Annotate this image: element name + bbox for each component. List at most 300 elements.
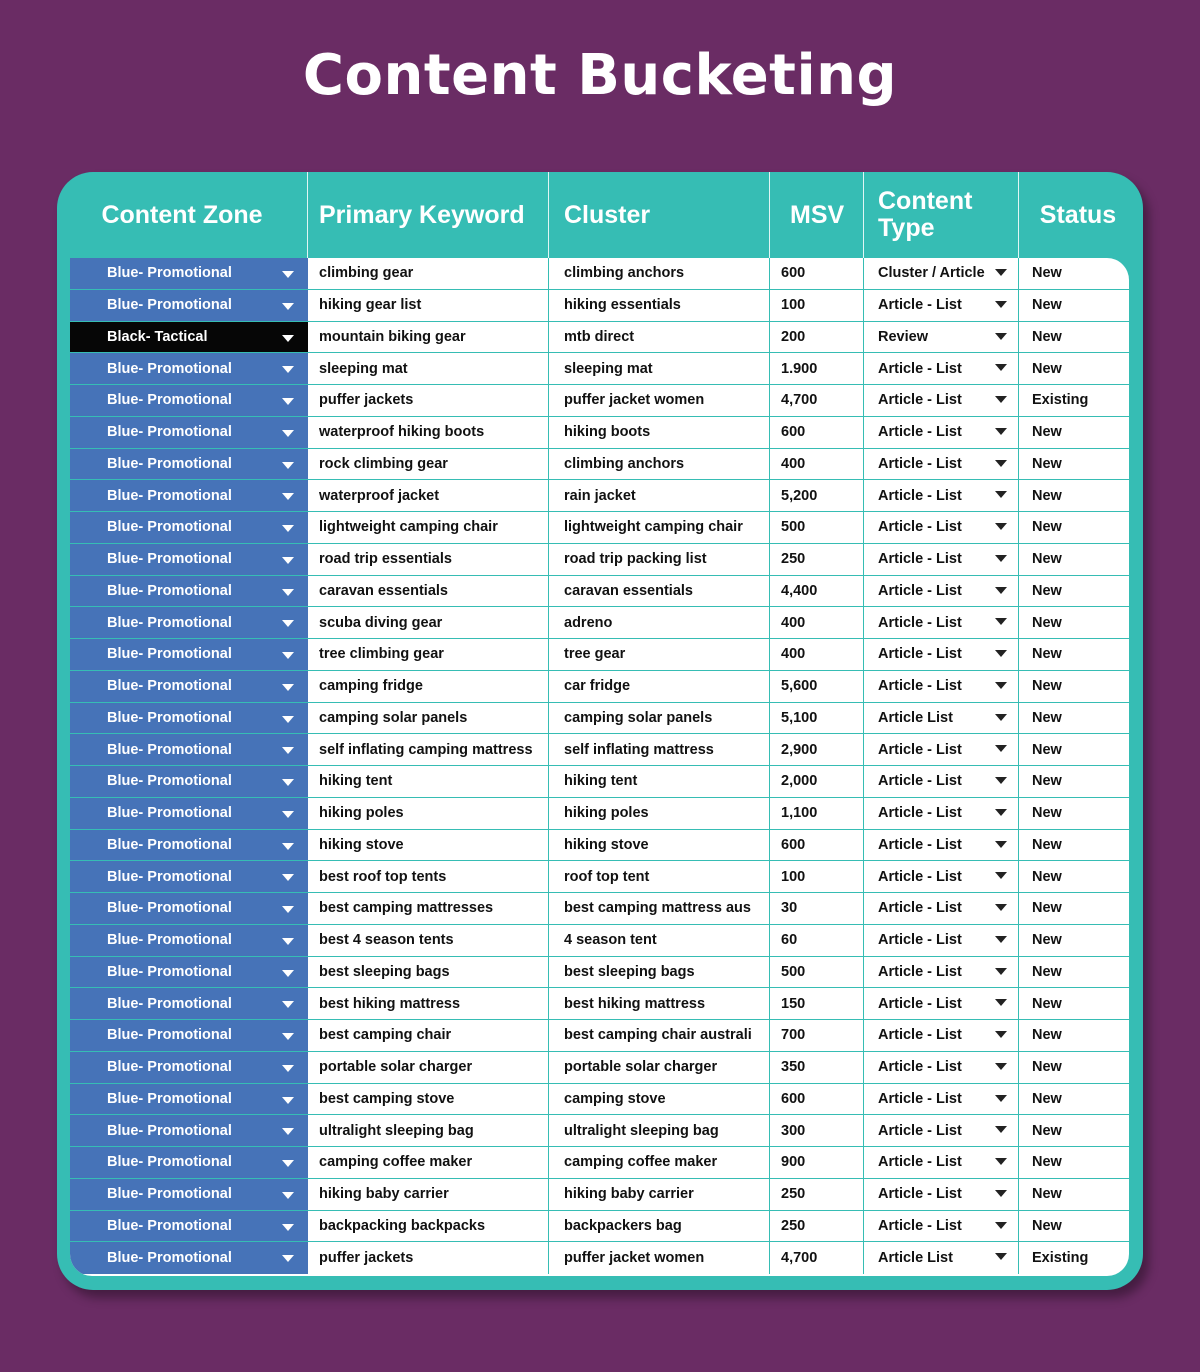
header-primary-keyword: Primary Keyword [308, 172, 549, 258]
status-cell [1019, 830, 1129, 861]
caret-down-icon[interactable] [282, 271, 294, 278]
content-zone-dropdown[interactable] [70, 512, 308, 543]
status-cell-text: New [1032, 1217, 1062, 1234]
content-zone-dropdown-text: Blue- Promotional [107, 678, 232, 695]
caret-down-icon[interactable] [282, 1224, 294, 1231]
content-zone-dropdown[interactable] [70, 798, 308, 829]
primary-keyword-cell-text: lightweight camping chair [319, 519, 498, 536]
content-zone-dropdown-text: Blue- Promotional [107, 455, 232, 472]
caret-down-icon[interactable] [995, 809, 1007, 816]
msv-cell-text: 60 [781, 932, 798, 949]
table-row [70, 544, 1129, 576]
status-cell-text: New [1032, 424, 1062, 441]
primary-keyword-cell [308, 861, 549, 892]
caret-down-icon[interactable] [995, 587, 1007, 594]
caret-down-icon[interactable] [282, 335, 294, 342]
msv-cell-text: 400 [781, 646, 806, 663]
content-type-dropdown[interactable] [864, 861, 1019, 892]
content-zone-dropdown-text: Blue- Promotional [107, 487, 232, 504]
caret-down-icon[interactable] [282, 493, 294, 500]
content-type-dropdown-text: Article - List [878, 455, 962, 472]
msv-cell-text: 500 [781, 963, 806, 980]
caret-down-icon[interactable] [995, 1063, 1007, 1070]
content-type-dropdown-text: Article - List [878, 900, 962, 917]
content-zone-dropdown[interactable] [70, 449, 308, 480]
caret-down-icon[interactable] [282, 1255, 294, 1262]
status-cell-text: New [1032, 551, 1062, 568]
content-type-dropdown-text: Article - List [878, 678, 962, 695]
cluster-cell [549, 639, 770, 670]
status-cell-text: New [1032, 773, 1062, 790]
cluster-cell-text: road trip packing list [564, 551, 707, 568]
cluster-cell [549, 512, 770, 543]
table-row [70, 258, 1129, 290]
msv-cell [770, 861, 864, 892]
content-type-dropdown[interactable] [864, 703, 1019, 734]
msv-cell [770, 322, 864, 353]
content-type-dropdown[interactable] [864, 353, 1019, 384]
caret-down-icon[interactable] [995, 745, 1007, 752]
status-cell-text: New [1032, 328, 1062, 345]
content-type-dropdown[interactable] [864, 385, 1019, 416]
cluster-cell-text: camping solar panels [564, 709, 713, 726]
caret-down-icon[interactable] [995, 1222, 1007, 1229]
cluster-cell [549, 607, 770, 638]
primary-keyword-cell-text: rock climbing gear [319, 455, 448, 472]
primary-keyword-cell [308, 353, 549, 384]
status-cell [1019, 957, 1129, 988]
cluster-cell [549, 322, 770, 353]
cluster-cell-text: roof top tent [564, 868, 650, 885]
content-zone-dropdown[interactable] [70, 353, 308, 384]
msv-cell [770, 671, 864, 702]
caret-down-icon[interactable] [995, 999, 1007, 1006]
caret-down-icon[interactable] [282, 1160, 294, 1167]
caret-down-icon[interactable] [282, 716, 294, 723]
content-zone-dropdown[interactable] [70, 957, 308, 988]
cluster-cell-text: hiking essentials [564, 297, 681, 314]
status-cell-text: New [1032, 1186, 1062, 1203]
table-row [70, 957, 1129, 989]
msv-cell [770, 576, 864, 607]
caret-down-icon[interactable] [995, 682, 1007, 689]
caret-down-icon[interactable] [282, 1192, 294, 1199]
status-cell [1019, 766, 1129, 797]
content-type-dropdown-text: Article - List [878, 932, 962, 949]
content-type-dropdown[interactable] [864, 480, 1019, 511]
msv-cell-text: 150 [781, 995, 806, 1012]
caret-down-icon[interactable] [282, 874, 294, 881]
msv-cell-text: 350 [781, 1059, 806, 1076]
primary-keyword-cell [308, 925, 549, 956]
status-cell-text: New [1032, 678, 1062, 695]
content-type-dropdown[interactable] [864, 1084, 1019, 1115]
cluster-cell [549, 703, 770, 734]
status-cell [1019, 1147, 1129, 1178]
msv-cell [770, 1020, 864, 1051]
table-row [70, 322, 1129, 354]
table-row [70, 1084, 1129, 1116]
status-cell [1019, 893, 1129, 924]
content-type-dropdown-text: Article - List [878, 741, 962, 758]
content-zone-dropdown-text: Blue- Promotional [107, 392, 232, 409]
msv-cell-text: 100 [781, 297, 806, 314]
content-type-dropdown[interactable] [864, 1147, 1019, 1178]
status-cell [1019, 417, 1129, 448]
content-type-dropdown[interactable] [864, 512, 1019, 543]
content-type-dropdown[interactable] [864, 639, 1019, 670]
cluster-cell-text: best hiking mattress [564, 995, 706, 1012]
table-row [70, 925, 1129, 957]
primary-keyword-cell-text: best camping chair [319, 1027, 452, 1044]
content-type-dropdown[interactable] [864, 957, 1019, 988]
content-zone-dropdown[interactable] [70, 1052, 308, 1083]
caret-down-icon[interactable] [995, 650, 1007, 657]
caret-down-icon[interactable] [995, 555, 1007, 562]
primary-keyword-cell [308, 798, 549, 829]
msv-cell-text: 400 [781, 614, 806, 631]
status-cell [1019, 925, 1129, 956]
caret-down-icon[interactable] [995, 714, 1007, 721]
content-zone-dropdown[interactable] [70, 671, 308, 702]
content-zone-dropdown-text: Blue- Promotional [107, 1154, 232, 1171]
primary-keyword-cell-text: hiking poles [319, 805, 404, 822]
table-row [70, 576, 1129, 608]
msv-cell-text: 1,100 [781, 805, 818, 822]
msv-cell [770, 830, 864, 861]
caret-down-icon[interactable] [995, 1253, 1007, 1260]
caret-down-icon[interactable] [995, 301, 1007, 308]
content-zone-dropdown[interactable] [70, 322, 308, 353]
status-cell-text: New [1032, 868, 1062, 885]
caret-down-icon[interactable] [282, 1001, 294, 1008]
caret-down-icon[interactable] [282, 779, 294, 786]
content-zone-dropdown[interactable] [70, 258, 308, 289]
status-cell-text: New [1032, 1154, 1062, 1171]
caret-down-icon[interactable] [995, 428, 1007, 435]
cluster-cell [549, 258, 770, 289]
primary-keyword-cell-text: best 4 season tents [319, 932, 454, 949]
status-cell-text: New [1032, 741, 1062, 758]
primary-keyword-cell [308, 385, 549, 416]
content-zone-dropdown[interactable] [70, 1179, 308, 1210]
caret-down-icon[interactable] [995, 777, 1007, 784]
caret-down-icon[interactable] [995, 618, 1007, 625]
status-cell [1019, 322, 1129, 353]
content-zone-dropdown[interactable] [70, 925, 308, 956]
content-type-dropdown[interactable] [864, 1211, 1019, 1242]
caret-down-icon[interactable] [282, 811, 294, 818]
primary-keyword-cell [308, 480, 549, 511]
content-zone-dropdown[interactable] [70, 480, 308, 511]
primary-keyword-cell [308, 1211, 549, 1242]
cluster-cell [549, 766, 770, 797]
status-cell-text: New [1032, 932, 1062, 949]
msv-cell-text: 600 [781, 265, 806, 282]
caret-down-icon[interactable] [282, 557, 294, 564]
caret-down-icon[interactable] [282, 652, 294, 659]
content-zone-dropdown[interactable] [70, 417, 308, 448]
content-zone-dropdown[interactable] [70, 830, 308, 861]
content-table-frame [57, 172, 1143, 1290]
status-cell-text: New [1032, 900, 1062, 917]
caret-down-icon[interactable] [282, 906, 294, 913]
cluster-cell-text: portable solar charger [564, 1059, 718, 1076]
caret-down-icon[interactable] [995, 968, 1007, 975]
content-zone-dropdown-text: Blue- Promotional [107, 519, 232, 536]
content-type-dropdown[interactable] [864, 449, 1019, 480]
caret-down-icon[interactable] [282, 1097, 294, 1104]
content-zone-dropdown[interactable] [70, 544, 308, 575]
content-type-dropdown-text: Article - List [878, 995, 962, 1012]
caret-down-icon[interactable] [995, 841, 1007, 848]
content-type-dropdown-text: Article - List [878, 773, 962, 790]
content-type-dropdown[interactable] [864, 258, 1019, 289]
cluster-cell [549, 449, 770, 480]
header-content-type: Content Type [864, 172, 1019, 258]
caret-down-icon[interactable] [995, 1031, 1007, 1038]
content-zone-dropdown-text: Black- Tactical [107, 328, 208, 345]
cluster-cell-text: best sleeping bags [564, 963, 695, 980]
status-cell [1019, 1242, 1129, 1274]
status-cell [1019, 1020, 1129, 1051]
content-zone-dropdown[interactable] [70, 893, 308, 924]
content-zone-dropdown[interactable] [70, 861, 308, 892]
caret-down-icon[interactable] [282, 398, 294, 405]
content-type-dropdown[interactable] [864, 1242, 1019, 1274]
content-type-dropdown[interactable] [864, 830, 1019, 861]
content-zone-dropdown-text: Blue- Promotional [107, 773, 232, 790]
table-row [70, 798, 1129, 830]
content-type-dropdown[interactable] [864, 988, 1019, 1019]
content-type-dropdown[interactable] [864, 607, 1019, 638]
caret-down-icon[interactable] [995, 904, 1007, 911]
caret-down-icon[interactable] [995, 396, 1007, 403]
cluster-cell-text: caravan essentials [564, 582, 693, 599]
table-row [70, 1242, 1129, 1274]
content-type-dropdown-text: Article List [878, 1250, 953, 1267]
content-type-dropdown[interactable] [864, 1052, 1019, 1083]
content-zone-dropdown[interactable] [70, 385, 308, 416]
content-zone-dropdown[interactable] [70, 703, 308, 734]
content-zone-dropdown[interactable] [70, 1147, 308, 1178]
content-type-dropdown[interactable] [864, 798, 1019, 829]
status-cell-text: New [1032, 963, 1062, 980]
content-zone-dropdown-text: Blue- Promotional [107, 1027, 232, 1044]
primary-keyword-cell-text: mountain biking gear [319, 328, 466, 345]
content-type-dropdown-text: Article - List [878, 1027, 962, 1044]
msv-cell [770, 417, 864, 448]
status-cell-text: New [1032, 646, 1062, 663]
primary-keyword-cell-text: puffer jackets [319, 392, 414, 409]
caret-down-icon[interactable] [282, 589, 294, 596]
content-zone-dropdown-text: Blue- Promotional [107, 614, 232, 631]
caret-down-icon[interactable] [995, 333, 1007, 340]
content-type-dropdown[interactable] [864, 766, 1019, 797]
primary-keyword-cell-text: scuba diving gear [319, 614, 443, 631]
msv-cell [770, 1147, 864, 1178]
cluster-cell [549, 417, 770, 448]
cluster-cell [549, 893, 770, 924]
content-zone-dropdown[interactable] [70, 766, 308, 797]
table-row [70, 703, 1129, 735]
caret-down-icon[interactable] [995, 491, 1007, 498]
caret-down-icon[interactable] [282, 843, 294, 850]
content-zone-dropdown[interactable] [70, 290, 308, 321]
cluster-cell [549, 480, 770, 511]
cluster-cell [549, 544, 770, 575]
msv-cell-text: 400 [781, 455, 806, 472]
content-zone-dropdown-text: Blue- Promotional [107, 1186, 232, 1203]
primary-keyword-cell [308, 1020, 549, 1051]
content-zone-dropdown[interactable] [70, 639, 308, 670]
msv-cell-text: 500 [781, 519, 806, 536]
content-type-dropdown-text: Article - List [878, 1217, 962, 1234]
header-msv: MSV [770, 172, 864, 258]
caret-down-icon[interactable] [282, 366, 294, 373]
msv-cell [770, 544, 864, 575]
msv-cell [770, 258, 864, 289]
cluster-cell-text: camping coffee maker [564, 1154, 718, 1171]
primary-keyword-cell [308, 734, 549, 765]
content-zone-dropdown-text: Blue- Promotional [107, 932, 232, 949]
content-type-dropdown[interactable] [864, 671, 1019, 702]
content-type-dropdown[interactable] [864, 734, 1019, 765]
status-cell-text: New [1032, 1027, 1062, 1044]
table-row [70, 766, 1129, 798]
cluster-cell [549, 353, 770, 384]
primary-keyword-cell-text: waterproof jacket [319, 487, 440, 504]
caret-down-icon[interactable] [995, 460, 1007, 467]
content-zone-dropdown[interactable] [70, 607, 308, 638]
caret-down-icon[interactable] [282, 462, 294, 469]
content-type-dropdown[interactable] [864, 1115, 1019, 1146]
content-zone-dropdown-text: Blue- Promotional [107, 709, 232, 726]
caret-down-icon[interactable] [995, 364, 1007, 371]
content-zone-dropdown[interactable] [70, 1020, 308, 1051]
content-type-dropdown-text: Article - List [878, 1154, 962, 1171]
cluster-cell-text: tree gear [564, 646, 626, 663]
cluster-cell [549, 1115, 770, 1146]
primary-keyword-cell [308, 1147, 549, 1178]
content-type-dropdown[interactable] [864, 417, 1019, 448]
caret-down-icon[interactable] [995, 523, 1007, 530]
table-row [70, 734, 1129, 766]
caret-down-icon[interactable] [995, 872, 1007, 879]
content-type-dropdown[interactable] [864, 925, 1019, 956]
content-zone-dropdown[interactable] [70, 1211, 308, 1242]
primary-keyword-cell [308, 258, 549, 289]
caret-down-icon[interactable] [282, 1065, 294, 1072]
content-zone-dropdown[interactable] [70, 1242, 308, 1274]
caret-down-icon[interactable] [282, 684, 294, 691]
caret-down-icon[interactable] [282, 1033, 294, 1040]
caret-down-icon[interactable] [282, 430, 294, 437]
primary-keyword-cell-text: hiking stove [319, 836, 404, 853]
content-zone-dropdown[interactable] [70, 576, 308, 607]
caret-down-icon[interactable] [995, 1126, 1007, 1133]
primary-keyword-cell-text: hiking gear list [319, 297, 422, 314]
status-cell [1019, 988, 1129, 1019]
content-zone-dropdown-text: Blue- Promotional [107, 265, 232, 282]
status-cell-text: New [1032, 1059, 1062, 1076]
primary-keyword-cell [308, 639, 549, 670]
content-zone-dropdown-text: Blue- Promotional [107, 836, 232, 853]
caret-down-icon[interactable] [282, 938, 294, 945]
status-cell [1019, 290, 1129, 321]
cluster-cell-text: lightweight camping chair [564, 519, 743, 536]
caret-down-icon[interactable] [282, 620, 294, 627]
table-body [70, 258, 1129, 1276]
msv-cell-text: 2,900 [781, 741, 818, 758]
msv-cell-text: 2,000 [781, 773, 818, 790]
msv-cell-text: 300 [781, 1122, 806, 1139]
cluster-cell [549, 830, 770, 861]
caret-down-icon[interactable] [282, 747, 294, 754]
cluster-cell-text: mtb direct [564, 328, 635, 345]
primary-keyword-cell-text: caravan essentials [319, 582, 448, 599]
msv-cell-text: 250 [781, 1186, 806, 1203]
content-zone-dropdown-text: Blue- Promotional [107, 1090, 232, 1107]
content-type-dropdown-text: Article - List [878, 836, 962, 853]
caret-down-icon[interactable] [995, 1190, 1007, 1197]
msv-cell-text: 900 [781, 1154, 806, 1171]
content-type-dropdown[interactable] [864, 576, 1019, 607]
caret-down-icon[interactable] [282, 303, 294, 310]
primary-keyword-cell [308, 957, 549, 988]
content-type-dropdown-text: Article - List [878, 1059, 962, 1076]
content-type-dropdown-text: Article - List [878, 614, 962, 631]
msv-cell-text: 5,600 [781, 678, 818, 695]
content-type-dropdown[interactable] [864, 893, 1019, 924]
caret-down-icon[interactable] [995, 1095, 1007, 1102]
content-zone-dropdown[interactable] [70, 734, 308, 765]
msv-cell-text: 200 [781, 328, 806, 345]
content-type-dropdown[interactable] [864, 322, 1019, 353]
content-type-dropdown[interactable] [864, 544, 1019, 575]
caret-down-icon[interactable] [282, 525, 294, 532]
caret-down-icon[interactable] [995, 936, 1007, 943]
cluster-cell-text: car fridge [564, 678, 631, 695]
primary-keyword-cell [308, 766, 549, 797]
cluster-cell-text: puffer jacket women [564, 1250, 705, 1267]
primary-keyword-cell-text: tree climbing gear [319, 646, 444, 663]
status-cell-text: New [1032, 836, 1062, 853]
content-zone-dropdown[interactable] [70, 988, 308, 1019]
table-row [70, 1147, 1129, 1179]
content-type-dropdown[interactable] [864, 1020, 1019, 1051]
caret-down-icon[interactable] [995, 269, 1007, 276]
cluster-cell [549, 1242, 770, 1274]
content-type-dropdown[interactable] [864, 1179, 1019, 1210]
caret-down-icon[interactable] [995, 1158, 1007, 1165]
status-cell [1019, 512, 1129, 543]
table-row [70, 290, 1129, 322]
content-zone-dropdown[interactable] [70, 1115, 308, 1146]
table-row [70, 1179, 1129, 1211]
content-zone-dropdown[interactable] [70, 1084, 308, 1115]
content-zone-dropdown-text: Blue- Promotional [107, 646, 232, 663]
primary-keyword-cell-text: best roof top tents [319, 868, 447, 885]
table-row [70, 1115, 1129, 1147]
content-type-dropdown[interactable] [864, 290, 1019, 321]
content-zone-dropdown-text: Blue- Promotional [107, 551, 232, 568]
cluster-cell-text: puffer jacket women [564, 392, 705, 409]
status-cell-text: New [1032, 995, 1062, 1012]
caret-down-icon[interactable] [282, 1128, 294, 1135]
caret-down-icon[interactable] [282, 970, 294, 977]
content-type-dropdown-text: Article - List [878, 1090, 962, 1107]
